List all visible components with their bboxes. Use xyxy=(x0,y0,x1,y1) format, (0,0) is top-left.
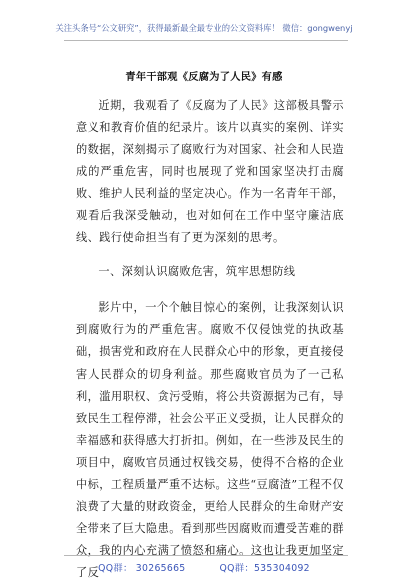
body-paragraph: 影片中，一个个触目惊心的案例，让我深刻认识到腐败行为的严重危害。腐败不仅侵蚀党的执政基础，损害党和政府在人民群众心中的形象，更直接侵害人民群众的切身利益。那些腐败官员为了一己私利，滥用职权、贪污受贿，将公共资源据为己有，导致民生工程停滞，社会公平正义受损，让人民群众的幸福感和获得感大打折扣。例如，在一些涉及民生的项目中，腐败官员通过权钱交易，使得不合格的企业中标，工程质量严重不达标。这些“豆腐渣”工程不仅浪费了大量的财政资金，更给人民群众的生命财产安全带来了巨大隐患。看到那些因腐败而遭受苦难的群众，我的内心充满了愤怒和痛心。这也让我更加坚定了反 xyxy=(76,301,344,579)
header-notice: 关注头条号“公文研究”，获得最新最全最专业的公文资料库！ 微信：gongwenyj xyxy=(55,23,353,33)
document-body xyxy=(76,95,344,584)
section-heading: 一、深刻认识腐败危害，筑牢思想防线 xyxy=(98,265,296,279)
footer-qq-group-1: QQ群： 30265665 xyxy=(98,563,186,574)
header-divider xyxy=(64,40,348,41)
footer-divider xyxy=(64,555,348,556)
intro-paragraph: 近期，我观看了《反腐为了人民》这部极具警示意义和教育价值的纪录片。该片以真实的案例、详实的数据，深刻揭示了腐败行为对国家、社会和人民造成的严重危害，同时也展现了党和国家坚决打击腐败、维护人民利益的坚定决心。作为一名青年干部，观看后我深受触动，也对如何在工作中坚守廉洁底线、践行使命担当有了更为深刻的思考。 xyxy=(76,99,344,245)
footer-qq-group-2: QQ群：535304092 xyxy=(219,563,310,574)
document-title: 青年干部观《反腐为了人民》有感 xyxy=(125,72,283,83)
footer-contact xyxy=(0,560,408,574)
